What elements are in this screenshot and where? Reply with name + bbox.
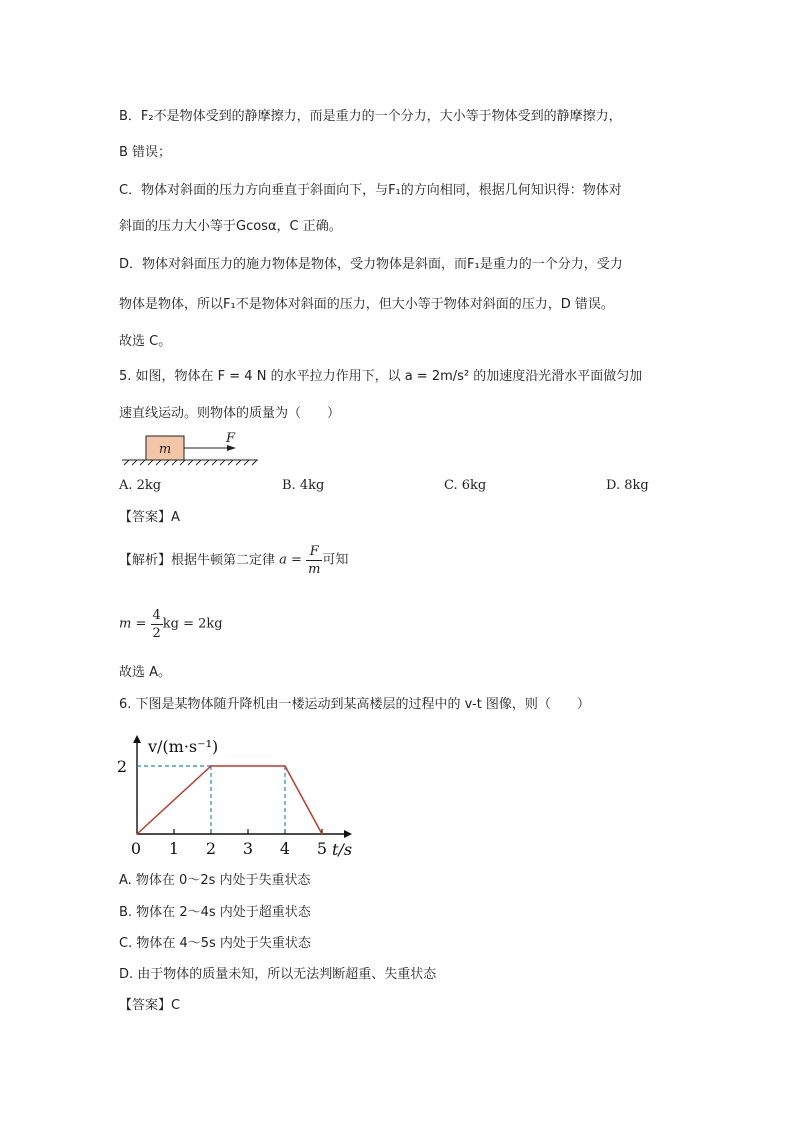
x-tick-label-2: 2 <box>205 839 217 858</box>
q5-formula-denominator: m <box>308 562 321 577</box>
q5-formula-numerator: F <box>309 544 319 559</box>
q5-calc-numerator: 4 <box>152 608 161 623</box>
q5-block-label: m <box>158 442 172 457</box>
x-tick-label-5: 5 <box>316 839 328 858</box>
data-point-3 <box>321 833 323 835</box>
q5-ground-hatch <box>124 460 257 465</box>
q5-calc-denominator: 2 <box>152 626 161 641</box>
text-line-d-1: D．物体对斜面压力的施力物体是物体，受力物体是斜面，而F₁是重力的一个分力，受力 <box>119 257 623 272</box>
q5-force-figure <box>118 430 268 466</box>
q5-calc-rhs: kg = 2kg <box>162 616 223 632</box>
x-axis-arrowhead <box>344 830 352 838</box>
y-axis-label: v/(m·s⁻¹) <box>148 737 219 756</box>
text-line-c-1: C．物体对斜面的压力方向垂直于斜面向下，与F₁的方向相同，根据几何知识得：物体对 <box>119 183 622 198</box>
data-point-1 <box>210 765 212 767</box>
y-tick-label-2: 2 <box>116 757 127 776</box>
q5-answer: 【答案】A <box>119 510 180 525</box>
q5-stem-line-1: 5. 如图，物体在 F = 4 N 的水平拉力作用下，以 a = 2m/s² 的加速度沿光滑水平面做匀加 <box>119 369 643 384</box>
x-tick-label-3: 3 <box>242 839 254 858</box>
q5-option-c: C. 6kg <box>444 478 487 493</box>
q5-analysis-suffix: 可知 <box>322 552 349 568</box>
text-line-b-2: B 错误； <box>119 145 172 160</box>
q5-analysis-line <box>119 543 348 578</box>
x-tick-label-1: 1 <box>168 839 180 858</box>
q6-option-c: C. 物体在 4～5s 内处于失重状态 <box>119 936 311 951</box>
text-line-b-1: B．F₂不是物体受到的静摩擦力，而是重力的一个分力，大小等于物体受到的静摩擦力， <box>119 109 622 124</box>
text-line-c-2: 斜面的压力大小等于Gcosα，C 正确。 <box>119 219 342 234</box>
q6-answer: 【答案】C <box>119 998 181 1013</box>
q5-select: 故选 A。 <box>119 665 172 680</box>
y-axis-arrowhead <box>133 735 141 743</box>
q5-calc-line <box>119 607 223 642</box>
text-line-d-2: 物体是物体，所以F₁不是物体对斜面的压力，但大小等于物体对斜面的压力，D 错误。 <box>119 297 614 312</box>
q5-option-d: D. 8kg <box>606 478 649 493</box>
q5-option-a: A. 2kg <box>119 478 162 493</box>
q5-force-label: F <box>226 431 236 446</box>
data-point-0 <box>136 833 138 835</box>
q5-analysis-text: 根据牛顿第二定律 <box>171 553 276 568</box>
q6-option-d: D. 由于物体的质量未知，所以无法判断超重、失重状态 <box>119 967 437 982</box>
x-tick-label-4: 4 <box>279 839 291 858</box>
q5-calc-lhs: m = <box>119 616 147 632</box>
q6-stem: 6. 下图是某物体随升降机由一楼运动到某高楼层的过程中的 v-t 图像，则（ ） <box>119 697 590 712</box>
q5-analysis-tag: 【解析】 <box>119 553 172 568</box>
q6-vt-chart <box>112 732 362 862</box>
q5-calc-fraction <box>151 607 163 642</box>
x-axis-label: t/s <box>332 840 353 859</box>
q5-formula-fraction <box>306 543 322 578</box>
q6-option-a: A. 物体在 0～2s 内处于失重状态 <box>119 873 311 888</box>
q5-option-b: B. 4kg <box>282 478 325 493</box>
q5-formula-lhs: a = <box>279 552 302 568</box>
series-line <box>137 766 322 834</box>
data-point-2 <box>284 765 286 767</box>
x-tick-label-0: 0 <box>130 839 142 858</box>
select-line-c: 故选 C。 <box>119 334 172 349</box>
q5-stem-line-2: 速直线运动。则物体的质量为（ ） <box>119 406 341 421</box>
q6-option-b: B. 物体在 2～4s 内处于超重状态 <box>119 905 311 920</box>
